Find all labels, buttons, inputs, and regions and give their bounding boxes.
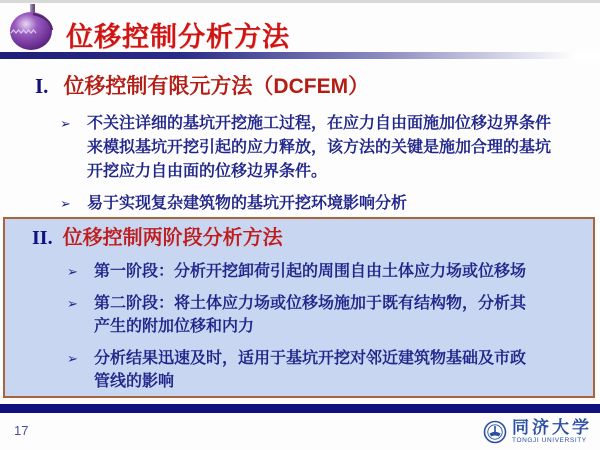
header-divider-bar [0, 52, 600, 59]
tongji-logo-text [512, 419, 592, 445]
section2-heading [32, 225, 593, 251]
list-item [67, 292, 593, 338]
bullet-text: 第一阶段：分析开挖卸荷引起的周围自由土体应力场或位移场 [94, 263, 527, 280]
bullet-text: 分析结果迅速及时，适用于基坑开挖对邻近建筑物基础及市政管线的影响 [94, 350, 527, 390]
section1-heading [35, 72, 595, 101]
bullet-arrow-icon: ➢ [67, 264, 78, 279]
page-number: 17 [14, 423, 29, 438]
bullet-text: 易于实现复杂建筑物的基坑开挖环境影响分析 [87, 195, 408, 212]
bullet-text: 第二阶段：将土体应力场或位移场施加于既有结构物，分析其产生的附加位移和内力 [94, 295, 527, 335]
purple-sphere-logo-icon [4, 3, 62, 51]
section1-title: 位移控制有限元方法（DCFEM） [63, 75, 370, 98]
bullet-arrow-icon: ➢ [60, 116, 71, 131]
page-title: 位移控制分析方法 [66, 22, 290, 52]
section2-numeral: II. [32, 227, 53, 249]
section1-bullet-list [60, 112, 595, 216]
tongji-university-logo [483, 419, 592, 445]
list-item [60, 192, 595, 216]
tongji-emblem-icon [483, 420, 507, 444]
bullet-arrow-icon: ➢ [60, 196, 71, 211]
section2-title: 位移控制两阶段分析方法 [62, 227, 283, 249]
section-dcfem [35, 72, 595, 224]
list-item [60, 112, 595, 184]
bottom-navy-bar [0, 404, 600, 413]
list-item [67, 260, 593, 283]
section2-bullet-list [67, 260, 593, 393]
bullet-text: 不关注详细的基坑开挖施工过程，在应力自由面施加位移边界条件来模拟基坑开挖引起的应力释放，该方法的关键是施加合理的基坑开挖应力自由面的位移边界条件。 [87, 115, 552, 180]
university-name-cn: 同济大学 [512, 418, 592, 437]
list-item [67, 347, 593, 393]
section1-numeral: I. [35, 74, 49, 98]
bullet-arrow-icon: ➢ [67, 351, 78, 366]
university-name-en: TONGJI UNIVERSITY [512, 437, 587, 444]
slide-top-edge [0, 0, 600, 3]
section-two-stage-highlight-box [3, 217, 595, 398]
bullet-arrow-icon: ➢ [67, 296, 78, 311]
